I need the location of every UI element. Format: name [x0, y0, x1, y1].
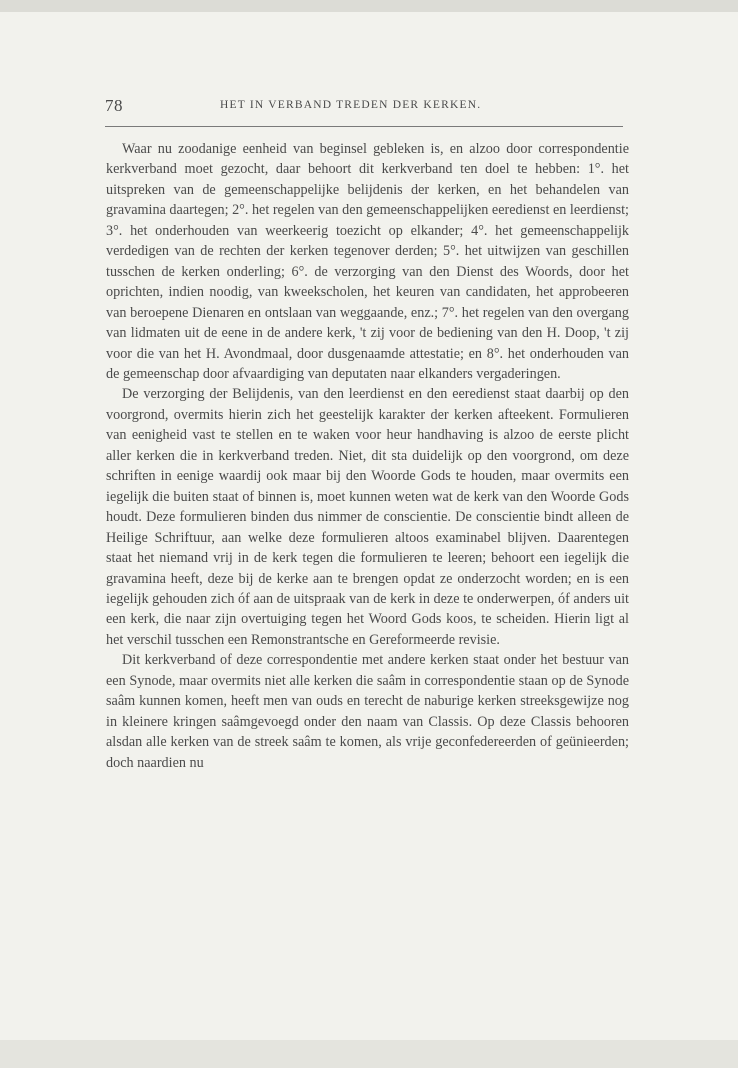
page-header — [105, 96, 625, 118]
scan-top-edge — [0, 0, 738, 12]
paragraph: Waar nu zoodanige eenheid van beginsel gebleken is, en alzoo door correspondentie kerkverband moet gezocht, daar behoort dit kerkverband ten doel te hebben: 1°. het uitspreken van de gemeenschappelijke belijdenis der kerken, en het behandelen van gravamina daartegen; 2°. het regelen van den gemeenschappelijken eeredienst en leerdienst; 3°. het onderhouden van weerkeerig toezicht op elkander; 4°. het gemeenschappelijk verdedigen van de rechten der kerken tegenover derden; 5°. het uitwijzen van geschillen tusschen de kerken onderling; 6°. de verzorging van den Dienst des Woords, door het oprichten, indien noodig, van kweekscholen, het keuren van candidaten, het approbeeren van beroepene Dienaren en ontslaan van weggaande, enz.; 7°. het regelen van den overgang van lidmaten uit de eene in de andere kerk, 't zij voor de bediening van den H. Doop, 't zij voor die van het H. Avondmaal, door dusgenaamde attestatie; en 8°. het onderhouden van de gemeenschap door afvaardiging van deputaten naar elkanders vergaderingen. — [106, 141, 629, 382]
paragraph: Dit kerkverband of deze correspondentie met andere kerken staat onder het bestuur van een Synode, maar overmits niet alle kerken die saâm in correspondentie staan op de Synode saâm kunnen komen, heeft men van ouds en terecht de naburige kerken streeksgewijze nog in kleinere kringen saâmgevoegd onder den naam van Classis. Op deze Classis behooren alsdan alle kerken van de streek saâm te komen, als vrije geconfedereerden of geünieerden; doch naardien nu — [106, 652, 629, 771]
paragraph: De verzorging der Belijdenis, van den leerdienst en den eeredienst staat daarbij op den voorgrond, overmits hierin zich het geestelijk karakter der kerken afteekent. Formulieren van eenigheid vast te stellen en te waken voor heur handhaving is alzoo de eerste plicht aller kerken die in kerkverband treden. Niet, dit sta duidelijk op den voorgrond, om deze schriften in eenige waardij ook maar bij den Woorde Gods te houden, maar overmits een iegelijk die buiten staat of binnen is, moet kunnen weten wat de kerk van den Woorde Gods houdt. Deze formulieren binden dus nimmer de conscientie. De conscientie bindt alleen de Heilige Schriftuur, aan welke deze formulieren altoos examinabel blijven. Daarentegen staat het niemand vrij in de kerk tegen die formulieren te leeren; behoort een iegelijk die gravamina heeft, deze bij de kerke aan te brengen opdat ze onderzocht worden; en is een iegelijk gehouden zich óf aan de uitspraak van de kerk in deze te onderwerpen, óf anders uit een kerk, die naar zijn overtuiging tegen het Woord Gods koos, te scheiden. Hierin ligt al het verschil tusschen een Remonstrantsche en Gereformeerde revisie. — [106, 386, 629, 648]
page-number: 78 — [105, 96, 123, 115]
body-text — [106, 139, 629, 773]
running-title: HET IN VERBAND TREDEN DER KERKEN. — [220, 99, 482, 111]
header-rule — [105, 126, 623, 127]
scan-bottom-edge — [0, 1040, 738, 1068]
